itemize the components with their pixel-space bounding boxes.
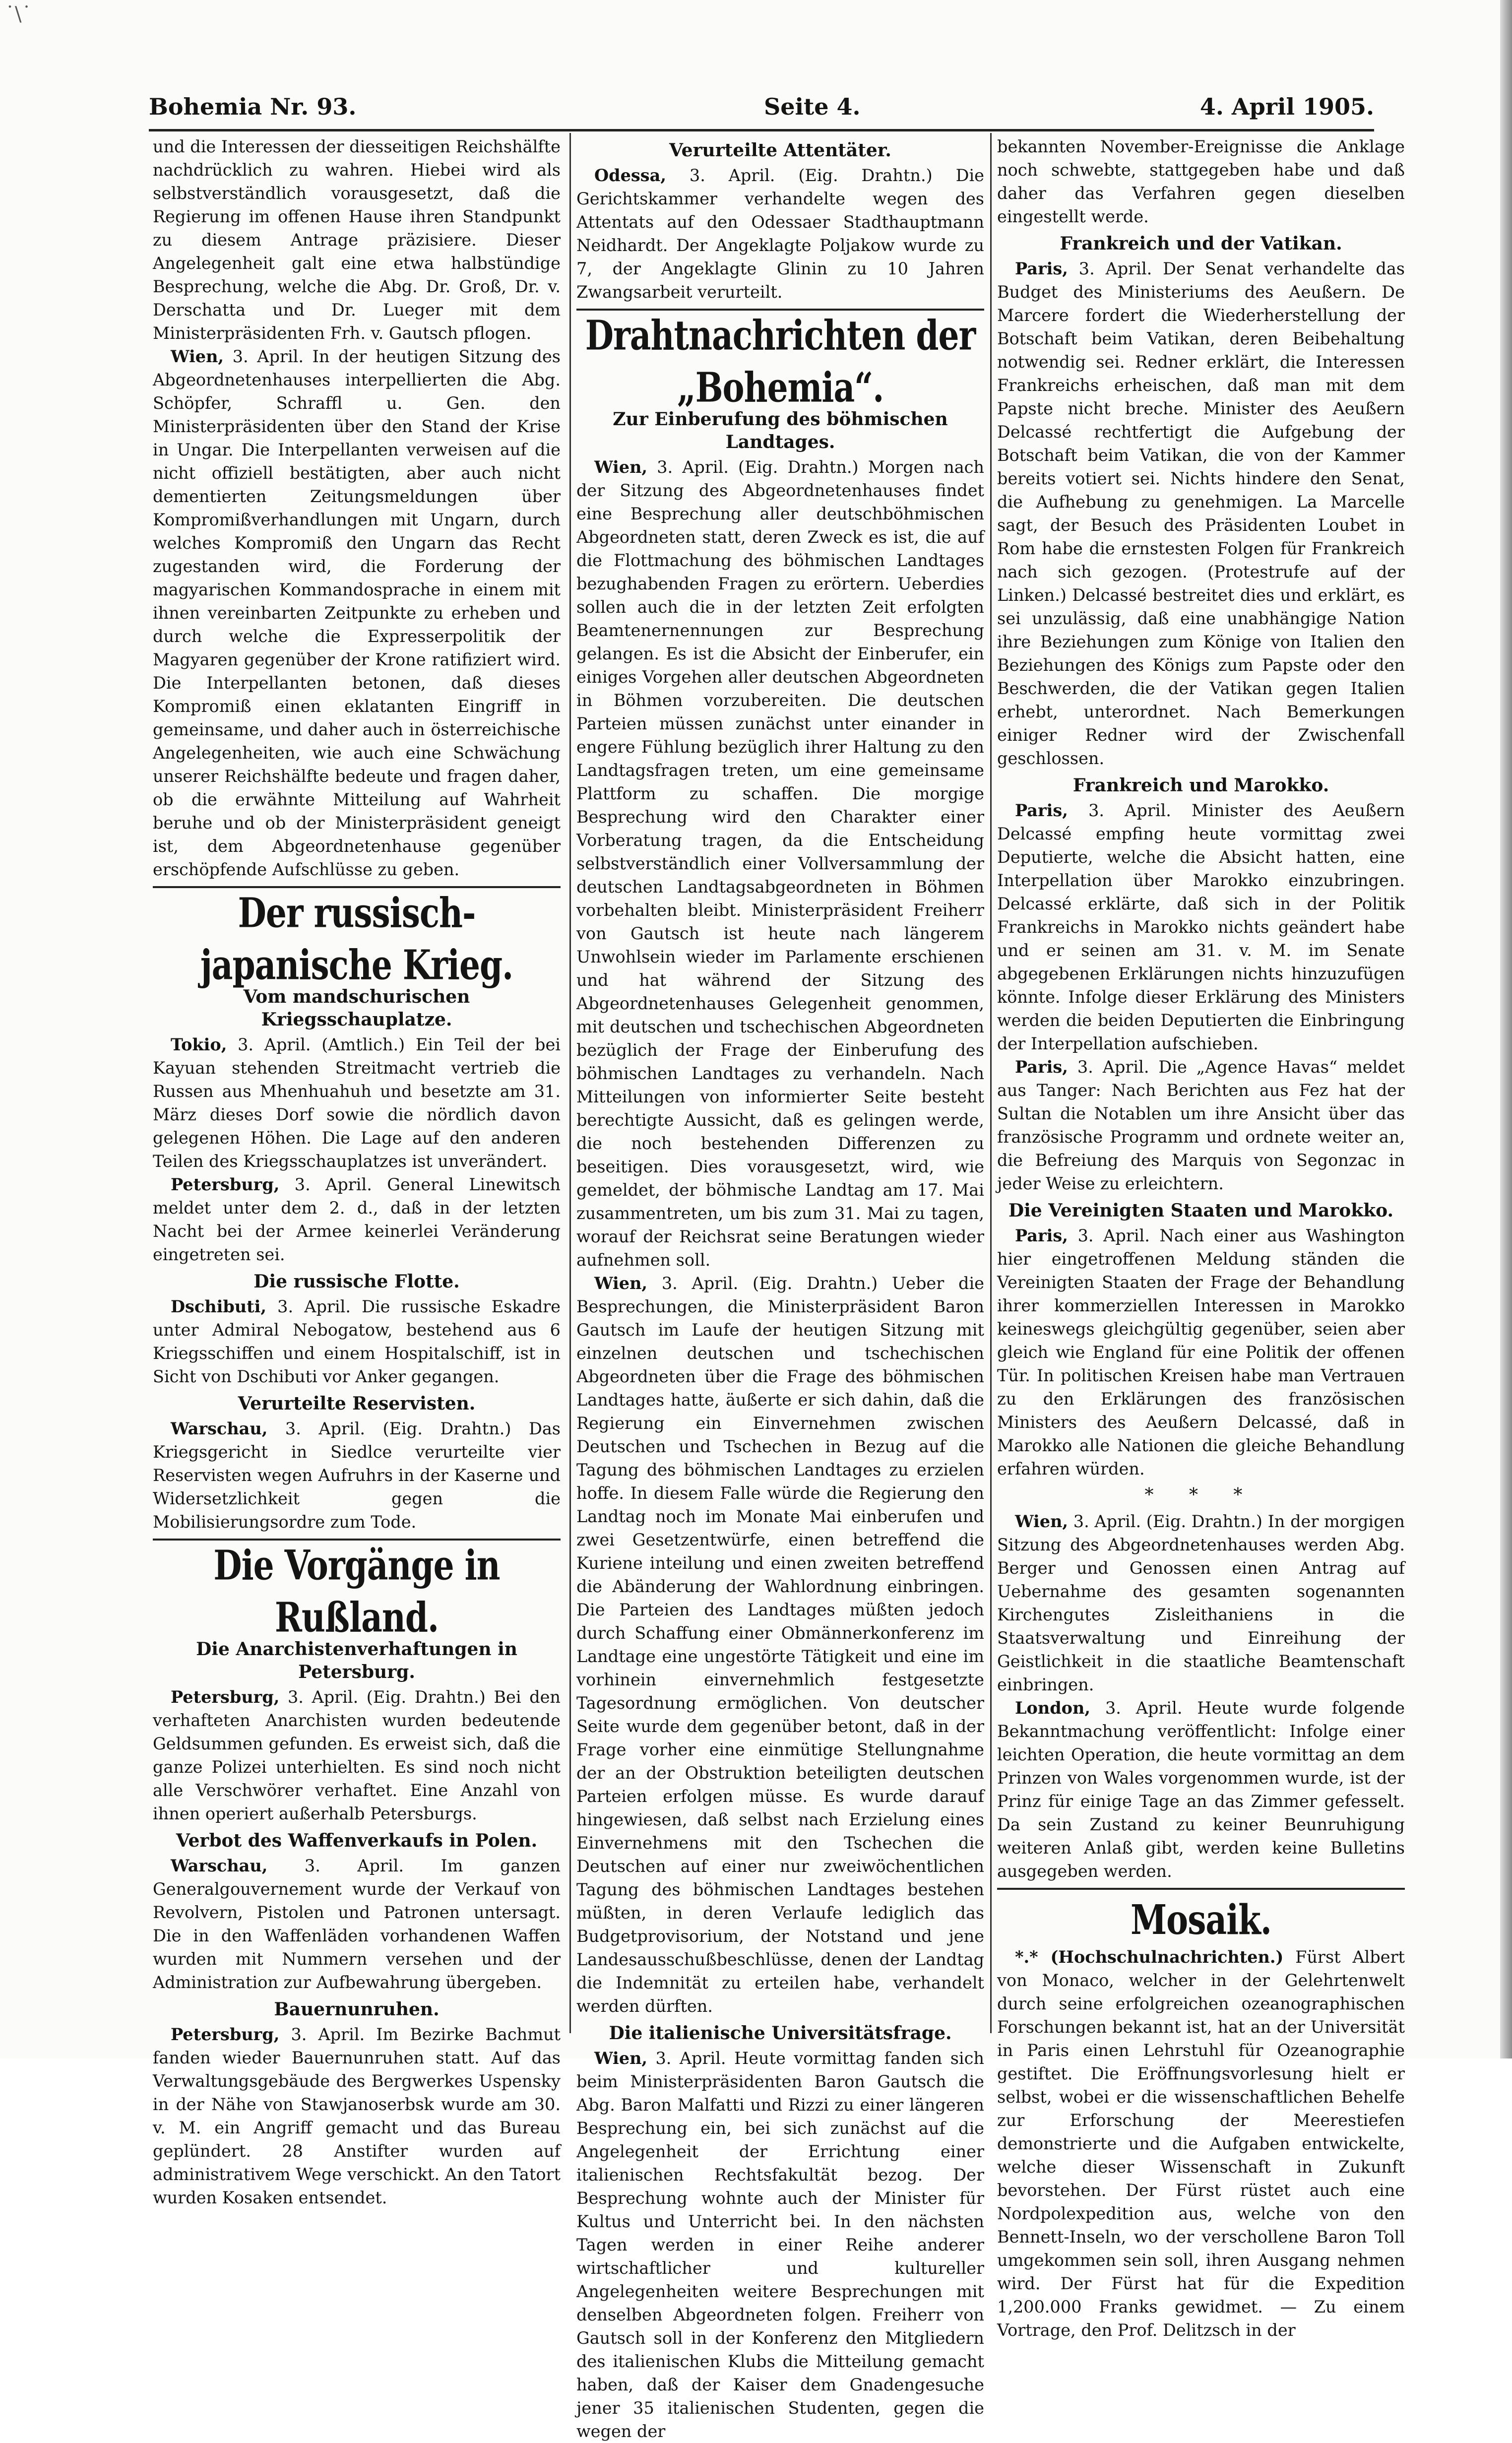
paragraph-text: 3. April. Minister des Aeußern Delcassé empfing heute vormittag zwei Deputierte, welche die Absicht hatten, eine Interpellation über Marokko einzubringen. Delcassé erklärte, daß sich in der Politik Frankreichs in Marokko nichts geändert habe und er seinen am 31. v. M. im Senate abgegebenen Erklärungen nichts hinzuzufügen könnte. Infolge dieser Erklärung des Ministers werden die beiden Deputierten die Einbringung der Interpellation aufschieben. (997, 801, 1405, 1053)
paragraph-text: 3. April. (Eig. Drahtn.) Das Kriegsgericht in Siedlce verurteilte vier Reservisten wegen Aufruhrs in der Kaserne und Widersetzlichkeit gegen die Mobilisierungsordre zum Tode. (153, 1419, 561, 1532)
header-rule (149, 129, 1374, 131)
article-paragraph (576, 455, 984, 1272)
article-paragraph (576, 2047, 984, 2443)
dateline: Paris, (1015, 801, 1068, 820)
column-2 (576, 135, 985, 2441)
article-subheading: Die italienische Universitätsfrage. (609, 2023, 952, 2044)
paragraph-text: 3. April. Der Senat verhandelte das Budget des Ministeriums des Aeußern. De Marcere fordert die Wiederherstellung der Botschaft beim Vatikan, deren Beibehaltung notwendig sei. Redner erklärt, die Interessen Frankreichs erheischen, daß man mit dem Papste nicht breche. Minister des Aeußern Delcassé rechtfertigt die Aufgebung der Botschaft beim Vatikan, die von der Kammer bereits votiert sei. Nichts hindere den Senat, die Aufhebung zu genehmigen. La Marcelle sagt, der Besuch des Präsidenten Loubet in Rom habe die ernstesten Folgen für Frankreich nach sich gezogen. (Protestrufe auf der Linken.) Delcassé bestreitet dies und erklärt, es sei unzulässig, daß eine unabhängige Nation ihre Beziehungen zum Könige von Italien den Beziehungen des Königs zum Papste oder den Beschwerden, die der Vatikan gegen Italien erhebt, unterordnet. Nach Bemerkungen einiger Redner wird der Zwischenfall geschlossen. (997, 259, 1405, 768)
article-paragraph (997, 135, 1405, 228)
paragraph-text: 3. April. Die russische Eskadre unter Admiral Nebogatow, bestehend aus 6 Kriegsschiffen und einem Hospitalschiff, ist in Sicht von Dschibuti vor Anker gegangen. (153, 1297, 561, 1386)
section-headline: Mosaik. (1131, 1895, 1271, 1944)
article-paragraph (153, 1854, 561, 1994)
article-paragraph (153, 1417, 561, 1534)
column-separator (990, 133, 992, 2033)
dateline: Petersburg, (171, 1687, 280, 1707)
article-paragraph (153, 345, 561, 881)
separator-stars: * * * (1144, 1485, 1258, 1505)
section-headline: Drahtnachrichten der „Bohemia“. (585, 311, 976, 412)
section-headline: Die Vorgänge in Rußland. (213, 1541, 500, 1642)
dateline: Petersburg, (171, 2025, 280, 2044)
page-number: Seite 4. (764, 93, 861, 120)
dateline: Wien, (1015, 1512, 1069, 1531)
paragraph-text: 3. April. Nach einer aus Washington hier eingetroffenen Meldung ständen die Vereinigten Staaten der Frage der Behandlung ihrer kommerziellen Interessen in Marokko keineswegs gleichgültig gegenüber, seien aber gleich wie England für eine Politik der offenen Tür. In politischen Kreisen habe man Vertrauen zu den Erklärungen des französischen Ministers des Aeußern Delcassé, daß in Marokko alle Nationen die gleiche Behandlung erfahren würden. (997, 1226, 1405, 1479)
paragraph-text: Fürst Albert von Monaco, welcher in der Gelehrtenwelt durch seine erfolgreichen ozeanographischen Forschungen bekannt ist, hat an der Universität in Paris einen Lehrstuhl für Ozeanographie gestiftet. Die Eröffnungsvorlesung hielt er selbst, wobei er die wissenschaftlichen Behelfe zur Erforschung der Meerestiefen demonstrierte und die Aufgaben entwickelte, welche dieser Wissenschaft in Zukunft bevorstehen. Der Fürst rüstet auch eine Nordpolexpedition aus, welche von den Bennett-Inseln, wo der verschollene Baron Toll umgekommen sein soll, ihren Ausgang nehmen wird. Der Fürst hat für die Expedition 1,200.000 Franks gewidmet. — Zu einem Vortrage, den Prof. Delitzsch in der (997, 1947, 1405, 2340)
paper-issue: Bohemia Nr. 93. (149, 93, 357, 120)
dateline: London, (1015, 1698, 1091, 1718)
article-subheading: Die Anarchistenverhaftungen in Petersburg. (196, 1639, 517, 1682)
article-subheading: Verurteilte Reservisten. (238, 1393, 476, 1414)
article-paragraph (153, 2023, 561, 2209)
paragraph-text: 3. April. (Eig. Drahtn.) Die Gerichtskammer verhandelte wegen des Attentats auf den Odessaer Stadthauptmann Neidhardt. Der Angeklagte Poljakow wurde zu 7, der Angeklagte Glinin zu 10 Jahren Zwangsarbeit verurteilt. (576, 166, 984, 302)
article-paragraph (576, 164, 984, 304)
paragraph-text: 3. April. General Linewitsch meldet unter dem 2. d., daß in der letzten Nacht bei der Armee keinerlei Veränderung eingetreten sei. (153, 1175, 561, 1264)
column-1 (153, 135, 561, 2207)
article-paragraph (153, 1033, 561, 1173)
dateline: Petersburg, (171, 1175, 280, 1194)
article-subheading: Verbot des Waffenverkaufs in Polen. (176, 1830, 538, 1851)
article-paragraph (997, 1224, 1405, 1480)
issue-date: 4. April 1905. (1199, 93, 1374, 120)
article-paragraph (576, 1272, 984, 2018)
section-headline: Der russisch-japanische Krieg. (200, 888, 513, 989)
section-rule (997, 1888, 1405, 1890)
article-paragraph (153, 1173, 561, 1266)
paragraph-text: 3. April. Die „Agence Havas“ meldet aus Tanger: Nach Berichten aus Fez hat der Sultan die Notablen um ihre Ansicht über das französische Programm und ordnete weiter an, die Befreiung des Marquis von Segonzac in jeder Weise zu erleichtern. (997, 1057, 1405, 1193)
article-paragraph (153, 1295, 561, 1388)
paragraph-text: 3. April. (Eig. Drahtn.) In der morgigen Sitzung des Abgeordnetenhauses werden Abg. Berger und Genossen einen Antrag auf Uebernahme des gesamten sogenannten Kirchengutes Zisleithaniens in die Staatsverwaltung und Einreihung der Geistlichkeit in die staatliche Beamtenschaft einbringen. (997, 1512, 1405, 1694)
paragraph-text: 3. April. In der heutigen Sitzung des Abgeordnetenhauses interpellierten die Abg. Schöpfer, Schraffl u. Gen. den Ministerpräsidenten über den Stand der Krise in Ungar. Die Interpellanten verweisen auf die nicht offiziell bestätigten, aber auch nicht dementierten Zeitungsmeldungen über Kompromißverhandlungen mit Ungarn, durch welches Kompromiß den Ungarn das Recht zugestanden wird, die Forderung der magyarischen Kommandosprache in einem mit ihnen vereinbarten Zeitpunkte zu erheben und durch welche die Expresserpolitik der Magyaren gegenüber der Krone ratifiziert wird. Die Interpellanten betonen, daß dieses Kompromiß einen eklatanten Eingriff in gemeinsame, und daher auch in österreichische Angelegenheiten, wie auch eine Schwächung unserer Reichshälfte bedeute und fragen daher, ob die erwähnte Mitteilung auf Wahrheit beruhe und ob der Ministerpräsident geneigt ist, dem Abgeordnetenhause gegenüber erschöpfende Aufschlüsse zu geben. (153, 347, 561, 879)
paragraph-text: 3. April. (Amtlich.) Ein Teil der bei Kayuan stehenden Streitmacht vertrieb die Russen aus Mhenhuahuh und besetzte am 31. März dieses Dorf sowie die nördlich davon gelegenen Höhen. Die Lage auf den anderen Teilen des Kriegsschauplatzes ist unverändert. (153, 1035, 561, 1171)
dateline: Warschau, (171, 1419, 268, 1438)
article-subheading: Frankreich und Marokko. (1072, 775, 1329, 796)
article-subheading: Die Vereinigten Staaten und Marokko. (1008, 1200, 1394, 1221)
article-paragraph (997, 1696, 1405, 1883)
dateline: Paris, (1015, 1057, 1068, 1077)
article-paragraph (997, 1945, 1405, 2342)
paragraph-text: 3. April. (Eig. Drahtn.) Bei den verhafteten Anarchisten wurden bedeutende Geldsummen gefunden. Es erweist sich, daß die ganze Polizei unterhielten. Es sind noch nicht alle Verschwörer verhaftet. Eine Anzahl von ihnen operiert außerhalb Petersburgs. (153, 1687, 561, 1823)
paragraph-text: 3. April. Heute vormittag fanden sich beim Ministerpräsidenten Baron Gautsch die Abg. Baron Malfatti und Rizzi zu einer längeren Besprechung ein, bei sich zunächst auf die Angelegenheit der Errichtung einer italienischen Rechtsfakultät bezog. Der Besprechung wohnte auch der Minister für Kultus und Unterricht bei. In den nächsten Tagen werden in einer Reihe anderer wirtschaftlicher und kultureller Angelegenheiten weitere Besprechungen mit denselben Abgeordneten folgen. Freiherr von Gautsch soll in der Konferenz den Mitgliedern des italienischen Klubs die Mitteilung gemacht haben, daß der Kaiser dem Gnadengesuche jener 35 italienischen Studenten, gegen die wegen der (576, 2049, 984, 2441)
paragraph-text: 3. April. (Eig. Drahtn.) Morgen nach der Sitzung des Abgeordnetenhauses findet eine Besprechung aller deutschböhmischen Abgeordneten statt, deren Zweck es ist, die auf die Flottmachung des böhmischen Landtages bezughabenden Fragen zu erörtern. Ueberdies sollen auch die in der letzten Zeit erfolgten Beamtenernennungen zur Besprechung gelangen. Es ist die Absicht der Einberufer, ein einiges Vorgehen aller deutschen Abgeordneten in Böhmen vorzubereiten. Die deutschen Parteien müssen zunächst unter einander in engere Fühlung bezüglich ihrer Haltung zu den Landtagsfragen treten, um eine gemeinsame Plattform zu schaffen. Die morgige Besprechung wird den Charakter einer Vorberatung tragen, da die Entscheidung selbstverständlich einer Vollversammlung der deutschen Landtagsabgeordneten in Böhmen vorbehalten bleibt. Ministerpräsident Freiherr von Gautsch ist heute nach längerem Unwohlsein wieder im Parlamente erschienen und hat während der Sitzung des Abgeordnetenhauses Gelegenheit genommen, mit deutschen und tschechischen Abgeordneten bezüglich der Frage der Einberufung des böhmischen Landtages zu verhandeln. Nach Mitteilungen von informierter Seite besteht berechtigte Aussicht, daß es gelingen werde, die noch bestehenden Differenzen zu beseitigen. Dies vorausgesetzt, wird, wie gemeldet, der böhmische Landtag am 17. Mai zusammentreten, um bis zum 31. Mai zu tagen, worauf der Reichsrat seine Beratungen wieder aufnehmen soll. (576, 457, 985, 1270)
column-3 (997, 135, 1405, 2340)
paragraph-text: 3. April. Im ganzen Generalgouvernement wurde der Verkauf von Revolvern, Pistolen und Patronen untersagt. Die in den Waffenläden vorhandenen Waffen wurden mit Nummern versehen und der Administration zur Aufbewahrung übergeben. (153, 1856, 561, 1992)
dateline: Paris, (1015, 259, 1068, 278)
paragraph-text: bekannten November-Ereignisse die Anklage noch schwebte, stattgegeben habe und daß daher das Verfahren gegen dieselben eingestellt werde. (997, 137, 1405, 226)
dateline: *.* (Hochschulnachrichten.) (1015, 1947, 1284, 1967)
article-subheading: Vom mandschurischen Kriegsschauplatze. (243, 986, 470, 1030)
dateline: Wien, (594, 1274, 648, 1293)
article-subheading: Verurteilte Attentäter. (669, 140, 891, 161)
dateline: Wien, (171, 347, 224, 366)
dateline: Wien, (594, 2049, 648, 2068)
article-subheading: Die russische Flotte. (253, 1271, 460, 1292)
article-paragraph (997, 1510, 1405, 1696)
article-paragraph (997, 1055, 1405, 1195)
dateline: Tokio, (171, 1035, 227, 1054)
paragraph-text: 3. April. Im Bezirke Bachmut fanden wieder Bauernunruhen statt. Auf das Verwaltungsgebäude des Bergwerkes Uspensky in der Nähe von Stawjanoserbsk wurde am 30. v. M. ein Angriff gemacht und das Bureau geplündert. 28 Anstifter wurden auf administrativem Wege verschickt. An den Tatort wurden Kosaken entsendet. (153, 2025, 561, 2207)
page-edge-shadow (1500, 0, 1512, 2058)
article-subheading: Bauernunruhen. (274, 1999, 440, 2020)
dateline: Warschau, (171, 1856, 268, 1875)
corner-mark: ˙\˙ (5, 3, 32, 26)
dateline: Dschibuti, (171, 1297, 267, 1316)
article-subheading: Frankreich und der Vatikan. (1060, 233, 1342, 254)
article-paragraph (997, 799, 1405, 1055)
dateline: Paris, (1015, 1226, 1068, 1245)
article-subheading: Zur Einberufung des böhmischen Landtages. (613, 409, 948, 452)
column-separator (569, 133, 571, 2033)
paragraph-text: 3. April. (Eig. Drahtn.) Ueber die Besprechungen, die Ministerpräsident Baron Gautsch im Laufe der heutigen Sitzung mit einzelnen deutschen und tschechischen Abgeordneten über die Frage des böhmischen Landtages hatte, äußerte er sich dahin, daß die Regierung ein Einvernehmen zwischen Deutschen und Tschechen in Bezug auf die Tagung des böhmischen Landtages zu erzielen hoffe. In diesem Falle würde die Regierung den Landtag noch im Monate Mai einberufen und zwei Gesetzentwürfe, einen betreffend die Kuriene inteilung und einen zweiten betreffend die Abänderung der Wahlordnung einbringen. Die Parteien des Landtages müßten jedoch durch Schaffung einer Obmännerkonferenz im Landtage eine ungestörte Tätigkeit und eine im vorhinein einvernehmlich festgesetzte Tagesordnung ermöglichen. Von deutscher Seite wurde dem gegenüber betont, daß in der Frage vorher eine einmütige Stellungnahme der an der Obstruktion beteiligten deutschen Parteien erfolgen müsse. Es wurde darauf hingewiesen, daß selbst nach Erzielung eines Einvernehmens mit den Tschechen die Deutschen auf einer nur zweiwöchentlichen Tagung des böhmischen Landtages bestehen müßten, in deren Verlaufe lediglich das Budgetprovisorium, der Notstand und jene Landesausschußbeschlüsse, denen der Landtag die Indemnität zu erteilen habe, verhandelt werden dürften. (576, 1274, 984, 2016)
article-paragraph (997, 257, 1405, 770)
article-paragraph (153, 135, 561, 345)
article-paragraph (153, 1685, 561, 1825)
dateline: Odessa, (594, 166, 667, 185)
paragraph-text: und die Interessen der diesseitigen Reichshälfte nachdrücklich zu wahren. Hiebei wird als selbstverständlich vorausgesetzt, daß die Regierung im offenen Hause ihren Standpunkt zu diesem Antrage präzisiere. Dieser Angelegenheit galt eine etwa halbstündige Besprechung, welche die Abg. Dr. Groß, Dr. v. Derschatta und Dr. Lueger mit dem Ministerpräsidenten Frh. v. Gautsch pflogen. (153, 137, 561, 343)
dateline: Wien, (594, 457, 648, 477)
page-header (149, 93, 1374, 128)
paragraph-text: 3. April. Heute wurde folgende Bekanntmachung veröffentlicht: Infolge einer leichten Operation, die heute vormittag an dem Prinzen von Wales vorgenommen wurde, ist der Prinz für einige Tage an das Zimmer gefesselt. Da sein Zustand zu keiner Beunruhigung weiteren Anlaß gibt, werden keine Bulletins ausgegeben werden. (997, 1698, 1405, 1881)
